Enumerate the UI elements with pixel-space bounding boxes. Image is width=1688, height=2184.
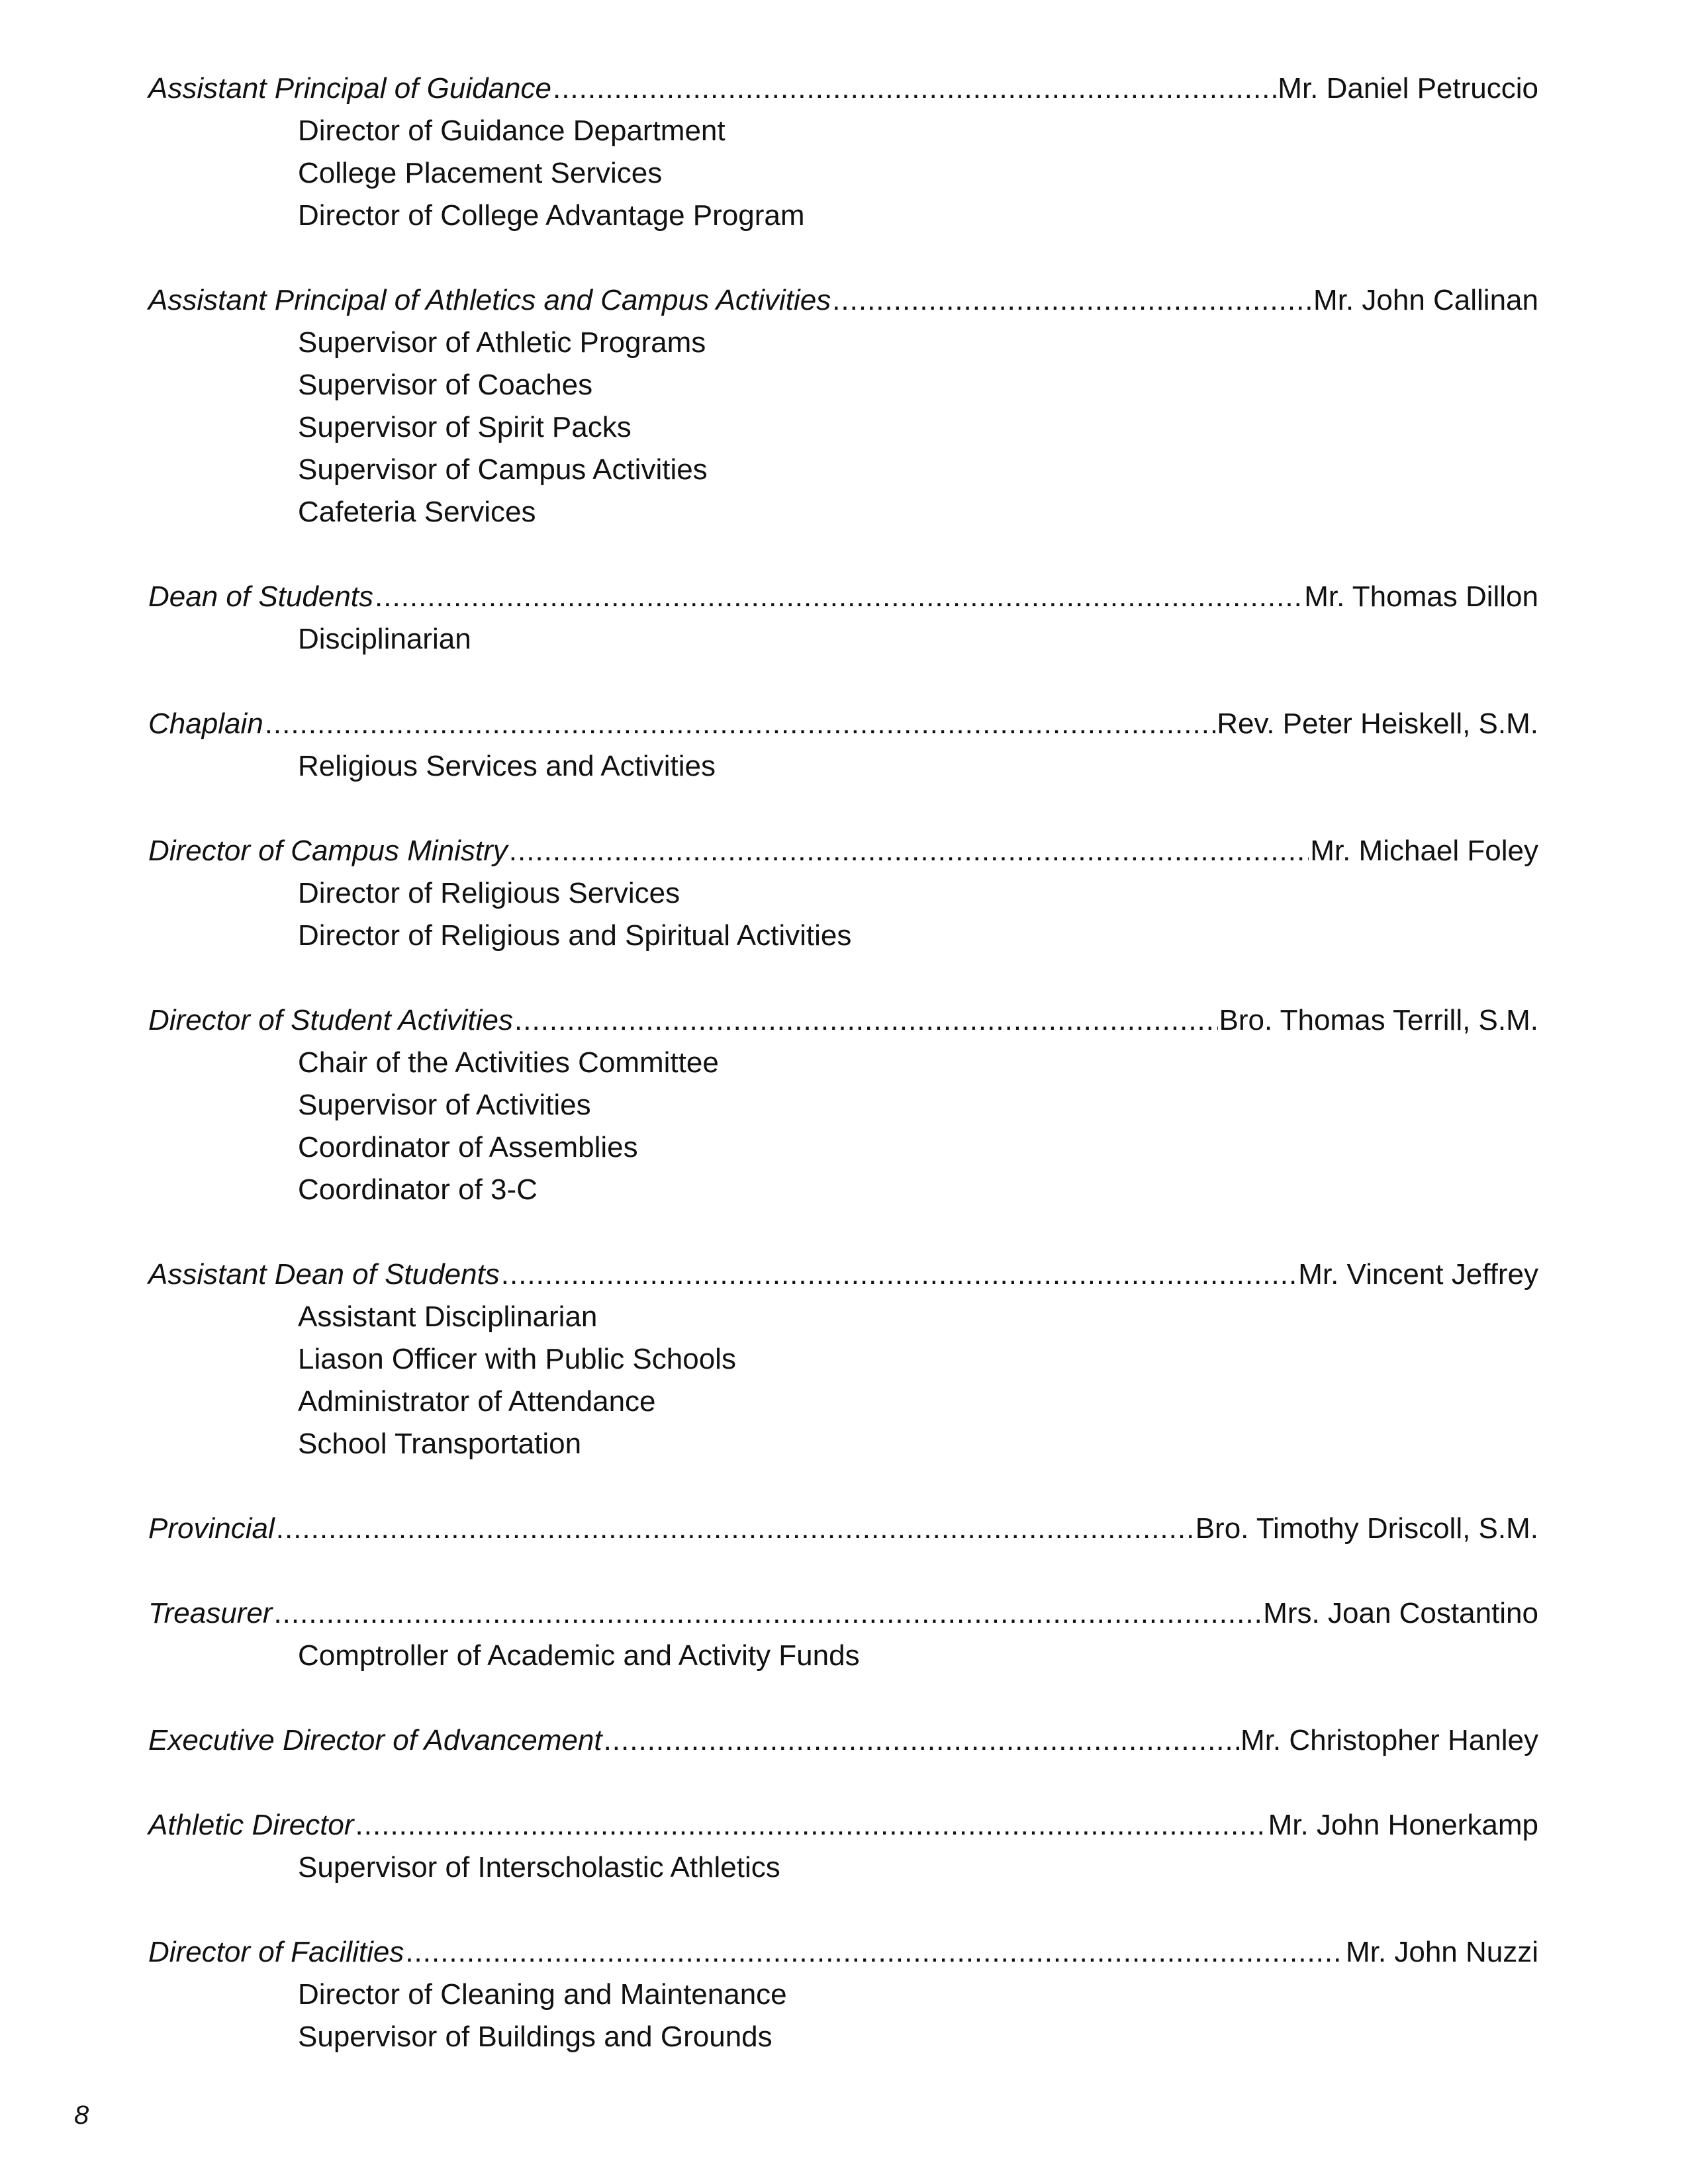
role-line	[148, 703, 1538, 745]
duty-item: Liason Officer with Public Schools	[298, 1343, 736, 1375]
staff-directory	[148, 68, 1538, 2101]
duty-list	[148, 1042, 1538, 1211]
duty-item: Chair of the Activities Committee	[298, 1046, 719, 1079]
role-title: Assistant Principal of Guidance	[148, 72, 551, 105]
role-title: Assistant Dean of Students	[148, 1258, 500, 1291]
person-name: Mr. John Honerkamp	[1268, 1809, 1538, 1841]
person-name: Mrs. Joan Costantino	[1263, 1597, 1538, 1629]
duty-list	[148, 618, 1538, 660]
staff-entry	[148, 68, 1538, 237]
dot-leader	[276, 1508, 1194, 1550]
staff-entry	[148, 999, 1538, 1211]
person-name: Mr. Thomas Dillon	[1304, 580, 1538, 613]
duty-list	[148, 1296, 1538, 1465]
dot-leader	[604, 1719, 1239, 1762]
duty-item: Director of Cleaning and Maintenance	[298, 1978, 787, 2011]
dot-leader	[832, 279, 1312, 322]
role-line	[148, 576, 1538, 618]
duty-item: Coordinator of Assemblies	[298, 1131, 638, 1163]
dot-leader	[405, 1931, 1344, 1974]
person-name: Bro. Thomas Terrill, S.M.	[1219, 1004, 1538, 1036]
staff-entry	[148, 1592, 1538, 1677]
duty-list	[148, 110, 1538, 237]
person-name: Rev. Peter Heiskell, S.M.	[1217, 707, 1538, 740]
dot-leader	[375, 576, 1303, 618]
duty-list	[148, 322, 1538, 533]
staff-entry	[148, 1508, 1538, 1550]
staff-entry	[148, 1253, 1538, 1465]
duty-list	[148, 872, 1538, 957]
person-name: Mr. John Nuzzi	[1346, 1936, 1538, 1968]
staff-entry	[148, 830, 1538, 957]
duty-item: Supervisor of Athletic Programs	[298, 326, 706, 359]
duty-item: Director of Religious and Spiritual Activities	[298, 919, 852, 952]
dot-leader	[553, 68, 1276, 110]
role-title: Executive Director of Advancement	[148, 1724, 602, 1756]
role-line	[148, 1253, 1538, 1296]
role-line	[148, 1719, 1538, 1762]
duty-list	[148, 1635, 1538, 1677]
dot-leader	[501, 1253, 1297, 1296]
dot-leader	[509, 830, 1309, 872]
staff-entry	[148, 703, 1538, 788]
duty-item: Administrator of Attendance	[298, 1385, 656, 1418]
staff-entry	[148, 1931, 1538, 2058]
role-line	[148, 279, 1538, 322]
role-title: Director of Student Activities	[148, 1004, 514, 1036]
duty-item: Supervisor of Buildings and Grounds	[298, 2021, 773, 2053]
person-name: Mr. John Callinan	[1313, 284, 1538, 316]
dot-leader	[514, 999, 1217, 1042]
role-line	[148, 830, 1538, 872]
duty-item: Religious Services and Activities	[298, 750, 716, 782]
duty-item: School Transportation	[298, 1428, 582, 1460]
duty-list	[148, 745, 1538, 788]
staff-entry	[148, 279, 1538, 533]
duty-item: Director of Guidance Department	[298, 114, 726, 147]
person-name: Mr. Vincent Jeffrey	[1298, 1258, 1538, 1291]
role-line	[148, 1804, 1538, 1846]
duty-item: Director of Religious Services	[298, 877, 680, 909]
dot-leader	[265, 703, 1216, 745]
staff-entry	[148, 1719, 1538, 1762]
duty-item: Supervisor of Campus Activities	[298, 453, 708, 486]
duty-item: Supervisor of Interscholastic Athletics	[298, 1851, 780, 1884]
role-line	[148, 1931, 1538, 1974]
dot-leader	[355, 1804, 1267, 1846]
role-title: Chaplain	[148, 707, 263, 740]
duty-item: Supervisor of Activities	[298, 1089, 591, 1121]
role-title: Director of Facilities	[148, 1936, 404, 1968]
role-title: Dean of Students	[148, 580, 374, 613]
role-title: Treasurer	[148, 1597, 273, 1629]
person-name: Mr. Christopher Hanley	[1241, 1724, 1538, 1756]
staff-entry	[148, 576, 1538, 660]
person-name: Bro. Timothy Driscoll, S.M.	[1195, 1512, 1538, 1545]
duty-list	[148, 1974, 1538, 2058]
role-title: Provincial	[148, 1512, 275, 1545]
duty-item: Comptroller of Academic and Activity Funds	[298, 1639, 860, 1672]
duty-item: Supervisor of Coaches	[298, 369, 593, 401]
role-line	[148, 1508, 1538, 1550]
role-line	[148, 1592, 1538, 1635]
role-line	[148, 999, 1538, 1042]
duty-item: Cafeteria Services	[298, 496, 536, 528]
page-number: 8	[74, 2101, 89, 2130]
duty-list	[148, 1846, 1538, 1889]
duty-item: Coordinator of 3-C	[298, 1173, 538, 1206]
person-name: Mr. Michael Foley	[1310, 835, 1538, 867]
role-line	[148, 68, 1538, 110]
person-name: Mr. Daniel Petruccio	[1278, 72, 1538, 105]
duty-item: Director of College Advantage Program	[298, 199, 805, 232]
duty-item: Supervisor of Spirit Packs	[298, 411, 632, 443]
role-title: Director of Campus Ministry	[148, 835, 508, 867]
staff-entry	[148, 1804, 1538, 1889]
role-title: Assistant Principal of Athletics and Campus Activities	[148, 284, 831, 316]
role-title: Athletic Director	[148, 1809, 354, 1841]
duty-item: Disciplinarian	[298, 623, 471, 655]
duty-item: Assistant Disciplinarian	[298, 1300, 598, 1333]
dot-leader	[273, 1592, 1262, 1635]
duty-item: College Placement Services	[298, 157, 663, 189]
